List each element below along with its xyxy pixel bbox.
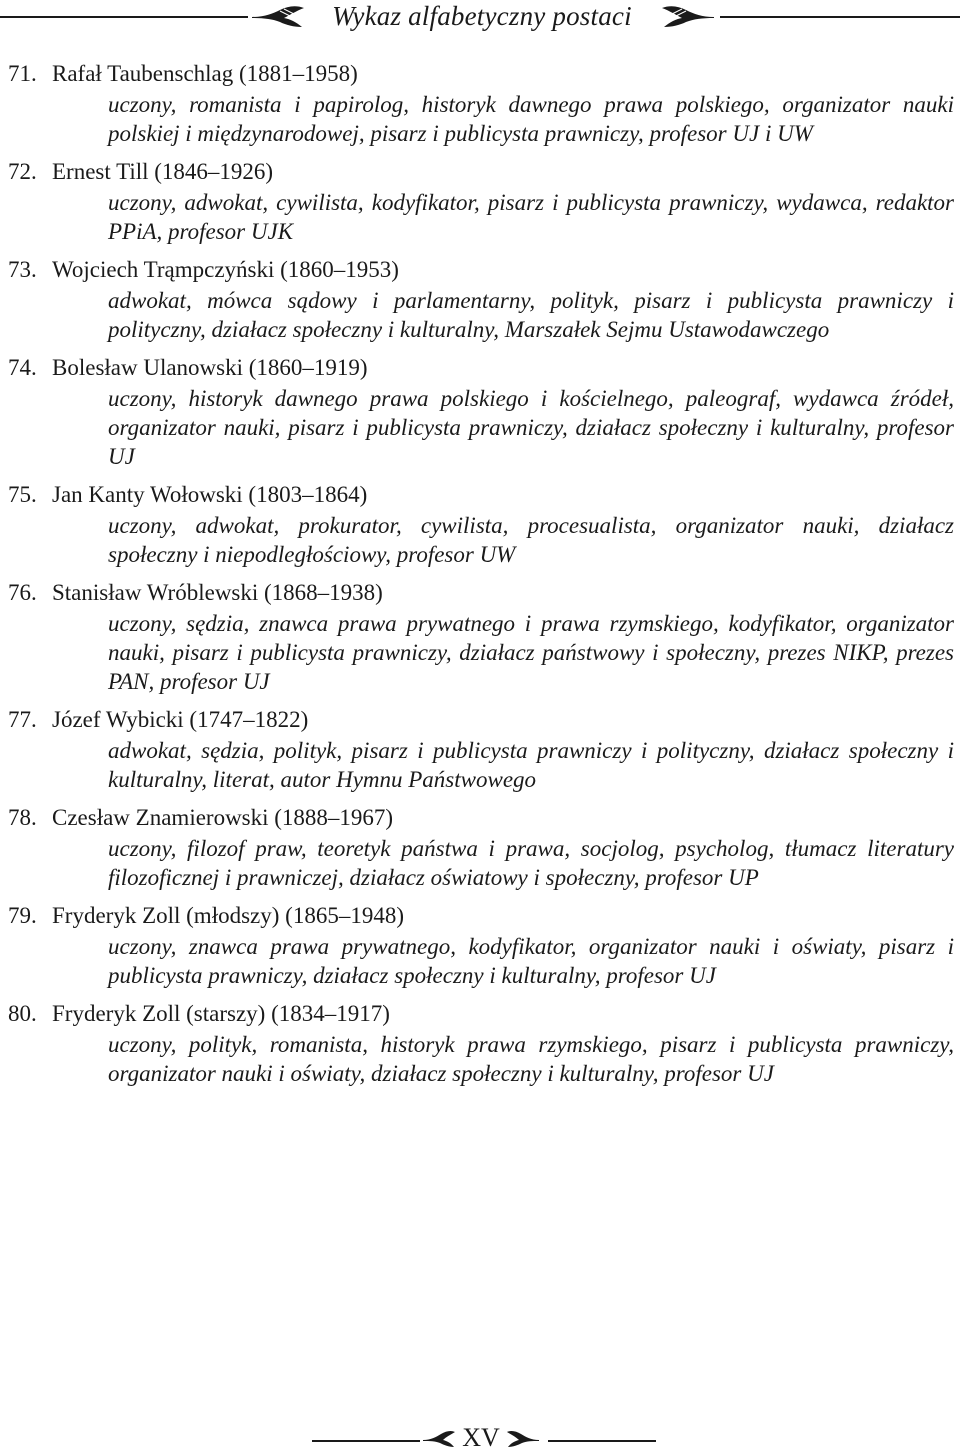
- entry-name: Józef Wybicki (1747–1822): [52, 707, 309, 732]
- header-rule-right: [720, 16, 960, 18]
- page-header-title: Wykaz alfabetyczny postaci: [332, 1, 632, 31]
- entry-description: uczony, adwokat, prokurator, cywilista, procesualista, organizator nauki, działacz społeczny i niepodległościowy, profesor UW: [108, 513, 954, 567]
- entry-description: adwokat, sędzia, polityk, pisarz i publicysta prawniczy i polityczny, działacz społeczny i kulturalny, literat, autor Hymnu Państwowego: [108, 738, 954, 792]
- entry-name: Ernest Till (1846–1926): [52, 159, 274, 184]
- list-item: [0, 577, 960, 696]
- entry-number: 75.: [8, 482, 37, 507]
- entry-number: 80.: [8, 1001, 37, 1026]
- header-rule-left: [0, 16, 248, 18]
- entry-name: Czesław Znamierowski (1888–1967): [52, 805, 394, 830]
- footer-rule-right: [548, 1440, 656, 1442]
- entry-number: 78.: [8, 805, 37, 830]
- entry-name: Rafał Taubenschlag (1881–1958): [52, 61, 358, 86]
- entry-description: uczony, znawca prawa prywatnego, kodyfikator, organizator nauki i oświaty, pisarz i publicysta prawniczy, działacz społeczny i kulturalny, profesor UJ: [108, 934, 954, 988]
- entry-description: uczony, sędzia, znawca prawa prywatnego i prawa rzymskiego, kodyfikator, organizator nauki, pisarz i publicysta prawniczy, działacz państwowy i społeczny, prezes NIKP, prezes PAN, profesor UJ: [108, 611, 954, 694]
- quill-ornament-icon: [422, 1428, 456, 1450]
- page-number: XV: [462, 1423, 500, 1452]
- list-item: [0, 254, 960, 344]
- entry-description: uczony, historyk dawnego prawa polskiego i kościelnego, paleograf, wydawca źródeł, organizator nauki, pisarz i publicysta prawniczy, działacz społeczny i kulturalny, profesor UJ: [108, 386, 954, 469]
- list-item: [0, 479, 960, 569]
- entry-description: uczony, adwokat, cywilista, kodyfikator, pisarz i publicysta prawniczy, wydawca, redaktor PPiA, profesor UJK: [108, 190, 954, 244]
- entry-name: Wojciech Trąmpczyński (1860–1953): [52, 257, 399, 282]
- entry-name: Bolesław Ulanowski (1860–1919): [52, 355, 368, 380]
- entry-description: uczony, filozof praw, teoretyk państwa i prawa, socjolog, psycholog, tłumacz literatury filozoficznej i prawniczej, działacz oświatowy i społeczny, profesor UP: [108, 836, 954, 890]
- entry-number: 73.: [8, 257, 37, 282]
- entry-name: Jan Kanty Wołowski (1803–1864): [52, 482, 368, 507]
- entry-description: adwokat, mówca sądowy i parlamentarny, polityk, pisarz i publicysta prawniczy i polityczny, działacz społeczny i kulturalny, Marszałek Sejmu Ustawodawczego: [108, 288, 954, 342]
- running-header: [0, 0, 960, 34]
- list-item: [0, 704, 960, 794]
- entry-name: Stanisław Wróblewski (1868–1938): [52, 580, 383, 605]
- entry-number: 79.: [8, 903, 37, 928]
- entry-description: uczony, polityk, romanista, historyk prawa rzymskiego, pisarz i publicysta prawniczy, organizator nauki i oświaty, działacz społeczny i kulturalny, profesor UJ: [108, 1032, 954, 1086]
- entry-description: uczony, romanista i papirolog, historyk dawnego prawa polskiego, organizator nauki polskiej i międzynarodowej, pisarz i publicysta prawniczy, profesor UJ i UW: [108, 92, 954, 146]
- quill-ornament-icon: [250, 2, 306, 32]
- entry-number: 77.: [8, 707, 37, 732]
- list-item: [0, 156, 960, 246]
- page-footer: [0, 1418, 960, 1454]
- entry-number: 74.: [8, 355, 37, 380]
- entry-number: 72.: [8, 159, 37, 184]
- entry-name: Fryderyk Zoll (starszy) (1834–1917): [52, 1001, 390, 1026]
- list-item: [0, 58, 960, 148]
- list-item: [0, 998, 960, 1088]
- list-item: [0, 352, 960, 471]
- list-item: [0, 900, 960, 990]
- list-item: [0, 802, 960, 892]
- entry-number: 71.: [8, 61, 37, 86]
- entry-name: Fryderyk Zoll (młodszy) (1865–1948): [52, 903, 404, 928]
- quill-ornament-icon: [506, 1428, 540, 1450]
- entry-number: 76.: [8, 580, 37, 605]
- entry-list: [0, 58, 960, 1096]
- footer-rule-left: [312, 1440, 420, 1442]
- quill-ornament-icon: [660, 2, 716, 32]
